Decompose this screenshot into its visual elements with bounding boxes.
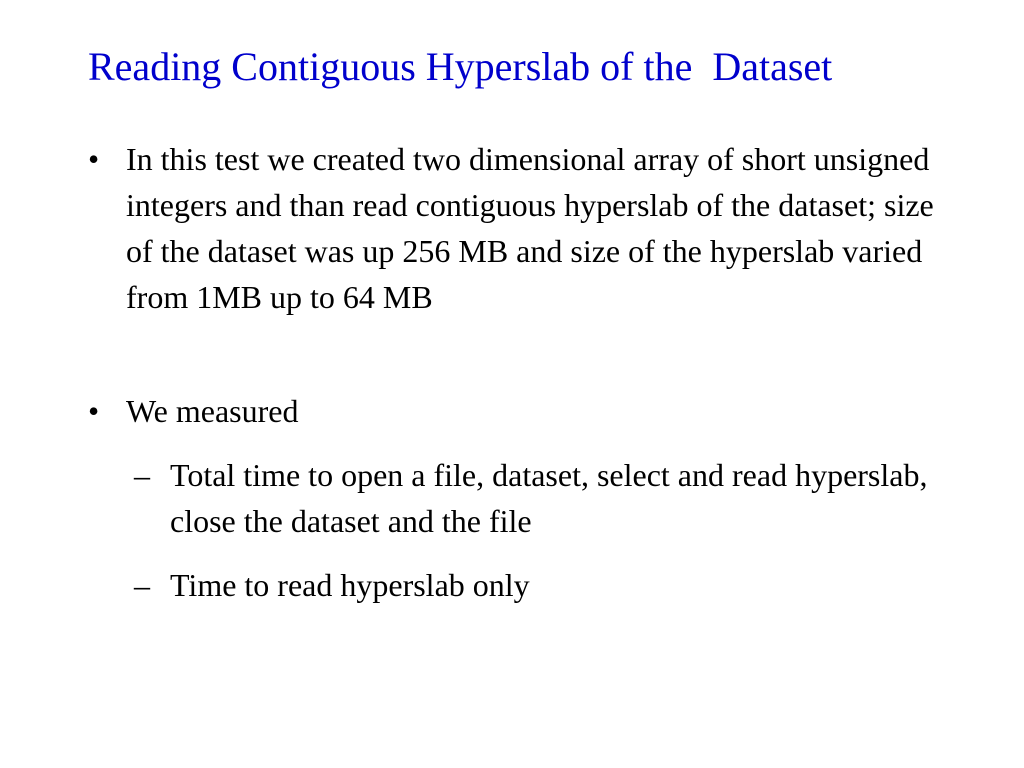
sub-bullet-text: Time to read hyperslab only — [170, 567, 530, 603]
bullet-marker: • — [88, 141, 100, 177]
bullet-item — [88, 388, 938, 434]
bullet-item — [88, 136, 938, 320]
slide-title: Reading Contiguous Hyperslab of the Dataset — [88, 44, 833, 89]
sub-bullet-marker: – — [134, 567, 150, 603]
sub-bullet-item — [134, 452, 954, 544]
bullet-marker: • — [88, 393, 100, 429]
sub-bullet-marker: – — [134, 457, 150, 493]
sub-bullet-item — [134, 562, 954, 608]
bullet-text: In this test we created two dimensional array of short unsigned integers and than read contiguous hyperslab of the dataset; size of the dataset was up 256 MB and size of the hyperslab varied from 1MB up to 64 MB — [126, 141, 934, 315]
bullet-text: We measured — [126, 393, 299, 429]
sub-bullet-text: Total time to open a file, dataset, select and read hyperslab, close the dataset and the file — [170, 457, 928, 539]
